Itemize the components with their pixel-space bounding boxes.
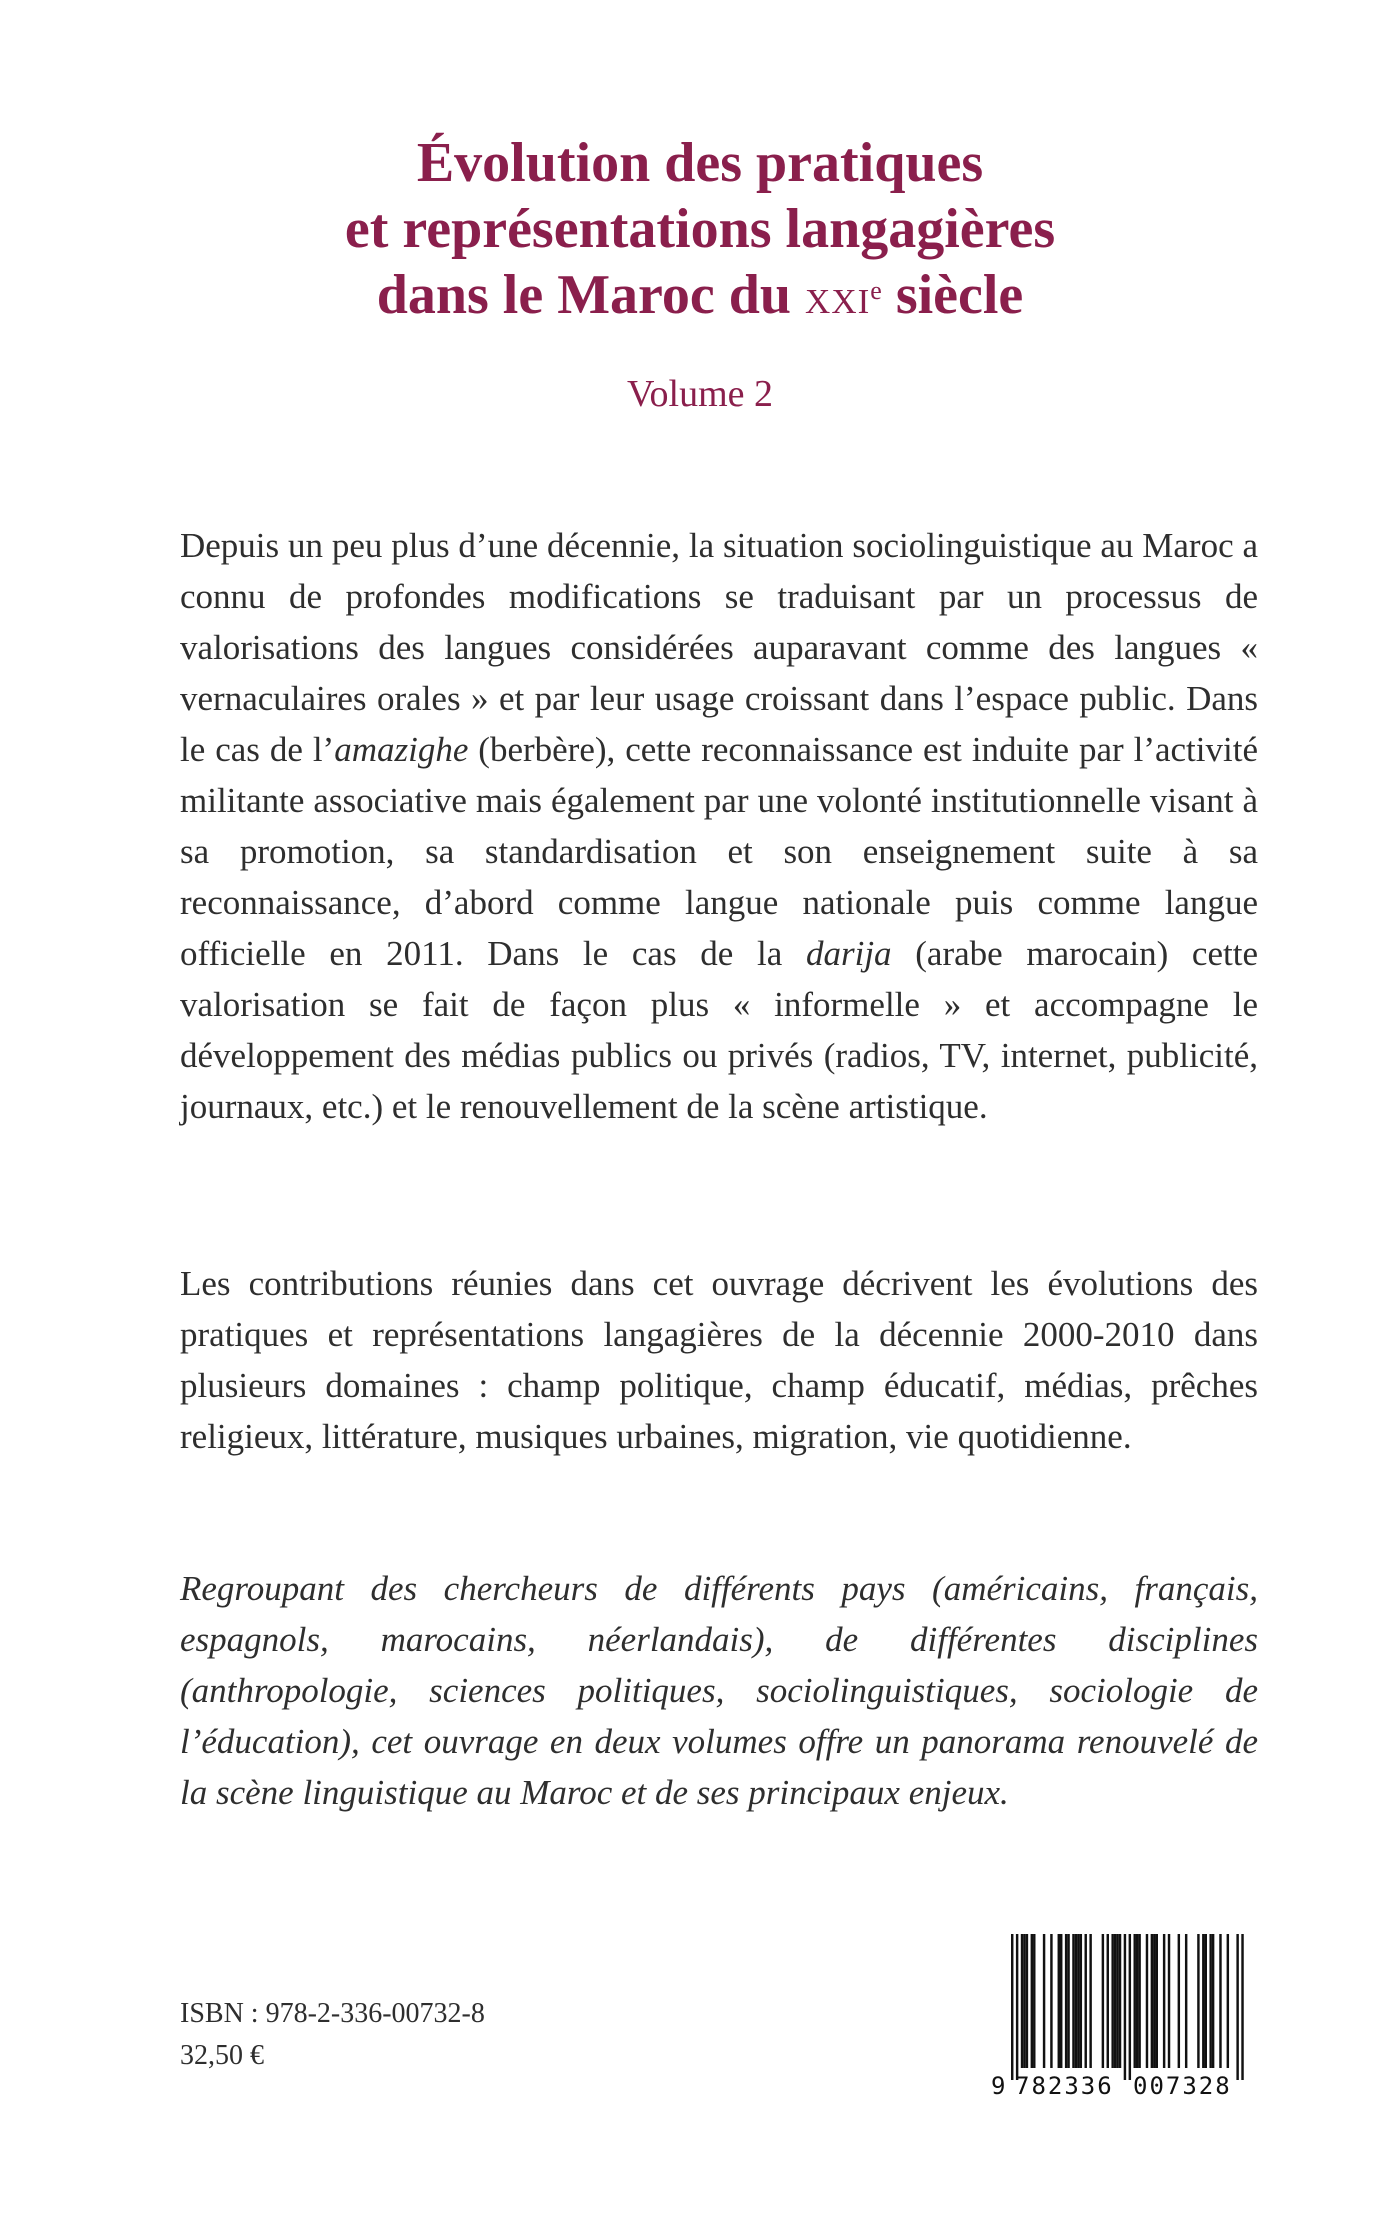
barcode-bar	[1119, 1934, 1121, 2068]
barcode-bar	[1033, 1934, 1035, 2068]
barcode-bar	[1023, 1934, 1025, 2068]
barcode	[987, 1930, 1253, 2100]
barcode-bar	[1163, 1934, 1165, 2068]
barcode-bar	[1075, 1934, 1077, 2068]
barcode-bar	[1227, 1934, 1229, 2068]
barcode-bar	[1202, 1934, 1204, 2068]
title-century-superscript: e	[870, 276, 882, 305]
barcode-bar	[1178, 1934, 1180, 2068]
p3-text: Regroupant des chercheurs de différents pays (américains, français, espagnols, marocains, néerlandais), de différentes disciplines (anthropologie, sciences politiques, sociolinguistiques, sociologie de l’éducation), cet ouvrage en deux volumes offre un panorama renouvelé de la scène linguistique au Maroc et de ses principaux enjeux.	[180, 1569, 1258, 1812]
barcode-bar	[1185, 1934, 1187, 2068]
barcode-left-digits: 782336	[1015, 2072, 1114, 2100]
barcode-bar	[1080, 1934, 1082, 2068]
summary-paragraph-2	[180, 1258, 1258, 1462]
price-text: 32,50 €	[180, 2040, 264, 2071]
term-darija: darija	[805, 934, 892, 973]
barcode-bar	[1212, 1934, 1214, 2068]
title-line-3-start: dans le Maroc du	[376, 264, 806, 326]
barcode-guard-bar	[1016, 1934, 1018, 2080]
p2-text: Les contributions réunies dans cet ouvrage décrivent les évolutions des pratiques et représentations langagières de la décennie 2000-2010 dans plusieurs domaines : champ politique, champ éducatif, médias, prêches religieux, littérature, musiques urbaines, migration, vie quotidienne.	[180, 1264, 1258, 1456]
barcode-bar	[1153, 1934, 1155, 2068]
barcode-bar	[1085, 1934, 1087, 2068]
barcode-bar	[1219, 1934, 1221, 2068]
barcode-bar	[1050, 1934, 1052, 2068]
barcode-bar	[1021, 1934, 1023, 2068]
barcode-bar	[1077, 1934, 1079, 2068]
title-line-3-end: siècle	[881, 264, 1024, 326]
barcode-guard-bar	[1011, 1934, 1013, 2080]
title-century: xxi	[805, 268, 871, 324]
barcode-bar	[1138, 1934, 1140, 2068]
barcode-bar	[1111, 1934, 1113, 2068]
p1-part-3: (arabe marocain) cette valorisation se fait de façon plus « informelle » et accompagne le développement des médias publics ou privés (radios, TV, internet, publicité, journaux, etc.) et le renouvellement de la scène artistique.	[180, 934, 1258, 1126]
barcode-bar	[1067, 1934, 1069, 2068]
barcode-right-digits: 007328	[1133, 2072, 1232, 2100]
barcode-bar	[1102, 1934, 1104, 2068]
barcode-guard-bar	[1129, 1934, 1131, 2080]
barcode-bar	[1089, 1934, 1091, 2068]
barcode-bar	[1058, 1934, 1060, 2068]
barcode-bar	[1116, 1934, 1118, 2068]
barcode-bar	[1197, 1934, 1199, 2068]
barcode-bar	[1151, 1934, 1153, 2068]
barcode-guard-bar	[1236, 1934, 1238, 2080]
barcode-bar	[1168, 1934, 1170, 2068]
barcode-bar	[1043, 1934, 1045, 2068]
summary-paragraph-1	[180, 520, 1258, 1132]
volume-label: Volume 2	[626, 373, 774, 415]
barcode-bar	[1134, 1934, 1136, 2068]
barcode-bar	[1209, 1934, 1211, 2068]
barcode-bar	[1136, 1934, 1138, 2068]
barcode-bar	[1072, 1934, 1074, 2068]
barcode-bar	[1031, 1934, 1033, 2068]
title-line-1: Évolution des pratiques	[416, 132, 984, 194]
barcode-bar	[1065, 1934, 1067, 2068]
barcode-bar	[1107, 1934, 1109, 2068]
barcode-bar	[1026, 1934, 1028, 2068]
term-amazighe: amazighe	[334, 730, 469, 769]
barcode-guard-bar	[1241, 1934, 1243, 2080]
barcode-bar	[1114, 1934, 1116, 2068]
summary-paragraph-3	[180, 1563, 1258, 1818]
barcode-bar	[1156, 1934, 1158, 2068]
p1-part-1: Depuis un peu plus d’une décennie, la situation sociolinguistique au Maroc a connu de profondes modifications se traduisant par un processus de valorisations des langues considérées auparavant comme des langues « vernaculaires orales » et par leur usage croissant dans l’espace public. Dans le cas de l’	[180, 526, 1258, 769]
barcode-bar	[1146, 1934, 1148, 2068]
book-title	[0, 130, 1400, 329]
barcode-bar	[1205, 1934, 1207, 2068]
barcode-guard-bar	[1124, 1934, 1126, 2080]
title-line-3	[0, 262, 1400, 329]
barcode-bar	[1060, 1934, 1062, 2068]
isbn-text: ISBN : 978-2-336-00732-8	[180, 1998, 485, 2029]
title-line-2: et représentations langagières	[344, 198, 1056, 260]
p1-part-2: (berbère), cette reconnaissance est induite par l’activité militante associative mais également par une volonté institutionnelle visant à sa promotion, sa standardisation et son enseignement suite à sa reconnaissance, d’abord comme langue nationale puis comme langue officielle en 2011. Dans le cas de la	[180, 730, 1258, 973]
barcode-first-digit: 9	[991, 2072, 1006, 2100]
